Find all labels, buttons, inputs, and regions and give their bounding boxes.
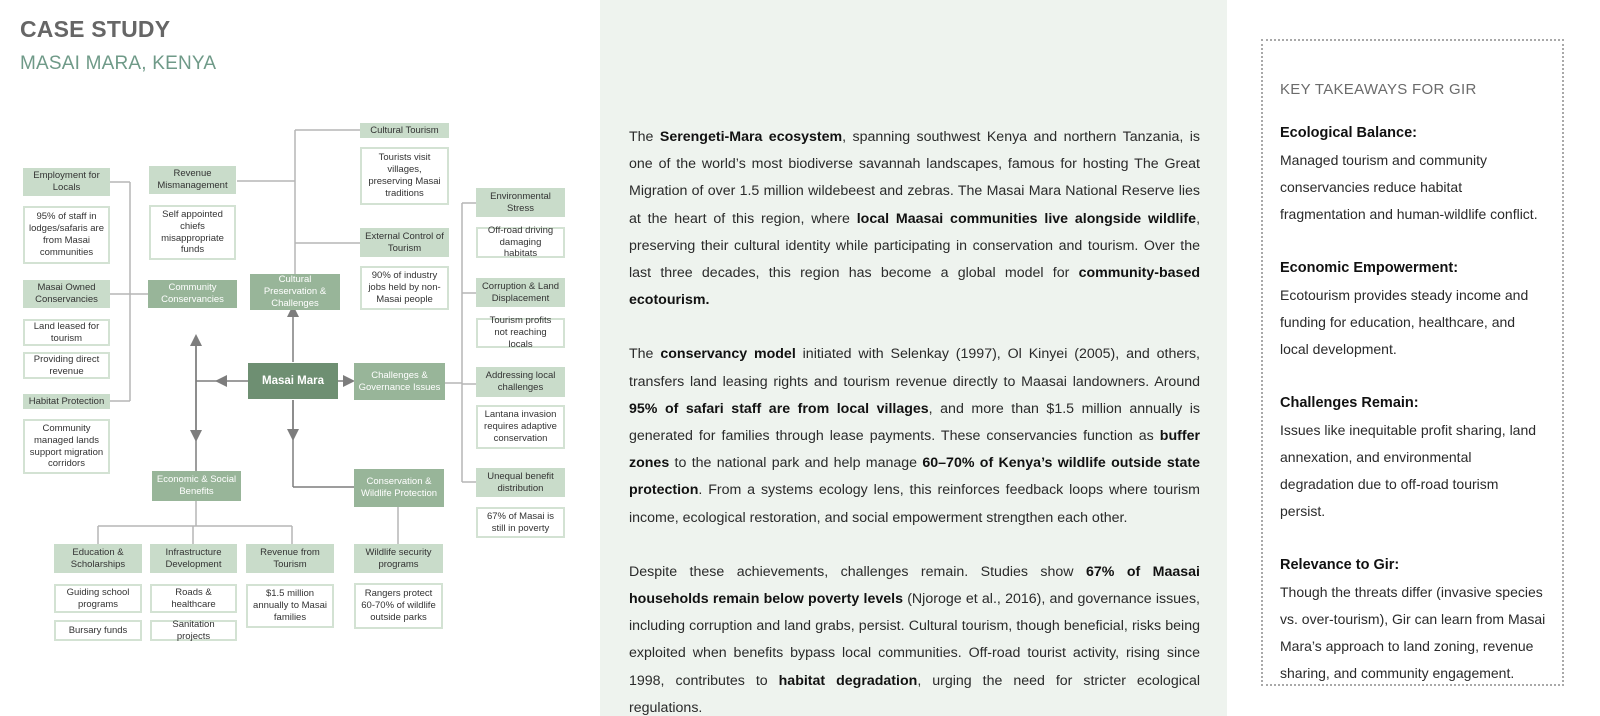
emphasis-text: local Maasai communities live alongside wildlife [856,210,1197,227]
body-text: to the national park and help manage [669,455,923,472]
takeaway-heading: Ecological Balance: [1280,125,1417,141]
body-text: , and more than $1.5 million annually is generated for families through lease payments. These conservancies function as [629,400,1200,445]
challenges-governance-node: Challenges & Governance Issues [354,363,445,400]
habitat-protection-node: Habitat Protection [23,394,110,409]
body-text: (Njoroge et al., 2016), and governance issues, including corruption and land grabs, persist. Cultural tourism, though beneficial, risks being exploited when benefits bypass local communities. Off-road tourist activity, rising since 1998, contributes to [629,591,1200,689]
paragraph-3 [629,559,1200,716]
community-conservancies-node: Community Conservancies [148,280,237,308]
rangers-note: Rangers protect 60-70% of wildlife outside parks [354,583,443,629]
cultural-tourism-node: Cultural Tourism [360,123,449,138]
paragraph-2 [629,341,1200,531]
revenue-tourism-note: $1.5 million annually to Masai families [246,584,334,628]
bursary-note: Bursary funds [54,620,142,641]
roads-healthcare-note: Roads & healthcare [150,584,237,613]
body-text: The [629,346,661,363]
takeaway-heading: Economic Empowerment: [1280,260,1459,276]
emphasis-text: 95% of safari staff are from local villages [629,400,929,417]
environmental-stress-note: Off-road driving damaging habitats [476,227,565,258]
conservation-wildlife-node: Conservation & Wildlife Protection [354,469,444,507]
takeaway-item [1280,255,1547,363]
body-text: , urging the need for stricter ecological regulations. [629,672,1201,716]
habitat-protection-note: Community managed lands support migration corridors [23,419,110,474]
guiding-school-note: Guiding school programs [54,584,142,613]
wildlife-security-node: Wildlife security programs [354,544,443,573]
body-text: initiated with Selenkay (1997), Ol Kinyei (2005), and others, transfers land leasing rights and tourism revenue directly to Maasai landowners. Around [629,346,1201,390]
key-takeaways-box [1261,39,1564,686]
external-control-node: External Control of Tourism [360,228,449,257]
emphasis-text: buffer zones [629,428,1200,472]
infrastructure-node: Infrastructure Development [150,544,237,573]
cultural-tourism-note: Tourists visit villages, preserving Masai traditions [360,147,449,205]
employment-node: Employment for Locals [23,168,110,196]
education-node: Education & Scholarships [54,544,142,573]
systems-diagram [0,0,580,716]
takeaway-body: Managed tourism and community conservancies reduce habitat fragmentation and human-wildlife conflict. [1280,152,1538,222]
land-leased-note: Land leased for tourism [23,319,110,346]
body-text: , preserving their cultural identity while participating in conservation and tourism. Over the last three decades, this region has become a global model for [629,210,1201,282]
corruption-note: Tourism profits not reaching locals [476,318,565,348]
emphasis-text: 67% of Maasai households remain below poverty levels [629,563,1200,608]
local-challenges-note: Lantana invasion requires adaptive conservation [476,405,565,449]
corruption-node: Corruption & Land Displacement [476,278,565,307]
revenue-tourism-node: Revenue from Tourism [246,544,334,573]
body-text: Despite these achievements, challenges remain. Studies show [629,563,1086,580]
masai-owned-node: Masai Owned Conservancies [23,280,110,308]
body-text: , spanning southwest Kenya and northern Tanzania, is one of the world’s most biodiverse savannah landscapes, famous for hosting The Great Migration of over 1.5 million wildebeest and zebras. The Masai Mara National Reserve lies at the heart of this region, where [629,129,1200,227]
takeaway-body: Ecotourism provides steady income and funding for education, healthcare, and local development. [1280,287,1529,357]
body-text: . From a systems ecology lens, this reinforces feedback loops where tourism income, ecological restoration, and social empowerment strengthen each other. [629,482,1200,526]
body-text: The [629,129,660,145]
unequal-benefit-node: Unequal benefit distribution [476,468,565,497]
emphasis-text: 60–70% of Kenya’s wildlife outside state protection [629,455,1200,499]
takeaway-heading: Relevance to Gir: [1280,557,1400,573]
external-control-note: 90% of industry jobs held by non-Masai people [360,266,449,310]
takeaway-body: Issues like inequitable profit sharing, land annexation, and environmental degradation due to off-road tourism persist. [1280,422,1537,519]
sanitation-note: Sanitation projects [150,620,237,641]
takeaway-item [1280,390,1547,525]
environmental-stress-node: Environmental Stress [476,188,565,217]
emphasis-text: Serengeti-Mara ecosystem [659,129,843,145]
takeaway-body: Though the threats differ (invasive species vs. over-tourism), Gir can learn from Masai Mara’s approach to land zoning, revenue sharing, and community engagement. [1280,584,1546,681]
takeaway-heading: Challenges Remain: [1280,395,1419,411]
direct-revenue-note: Providing direct revenue [23,352,110,379]
takeaway-item [1280,552,1547,687]
emphasis-text: community-based ecotourism. [629,265,1200,309]
paragraph-1 [629,124,1200,314]
narrative-text [629,124,1200,716]
page-title: CASE STUDY [20,16,171,42]
takeaways-title: KEY TAKEAWAYS FOR GIR [1280,81,1477,98]
local-challenges-node: Addressing local challenges [476,367,565,397]
revenue-mismanagement-node: Revenue Mismanagement [149,166,236,194]
emphasis-text: habitat degradation [778,672,918,689]
page-subtitle: MASAI MARA, KENYA [20,53,217,74]
takeaway-item [1280,120,1547,228]
emphasis-text: conservancy model [660,346,796,363]
diagram-center-node: Masai Mara [248,363,338,399]
economic-social-node: Economic & Social Benefits [152,471,241,501]
unequal-benefit-note: 67% of Masai is still in poverty [476,507,565,538]
revenue-mismanagement-note: Self appointed chiefs misappropriate funds [149,205,236,260]
employment-note: 95% of staff in lodges/safaris are from Masai communities [23,206,110,264]
cultural-preservation-node: Cultural Preservation & Challenges [250,274,340,310]
